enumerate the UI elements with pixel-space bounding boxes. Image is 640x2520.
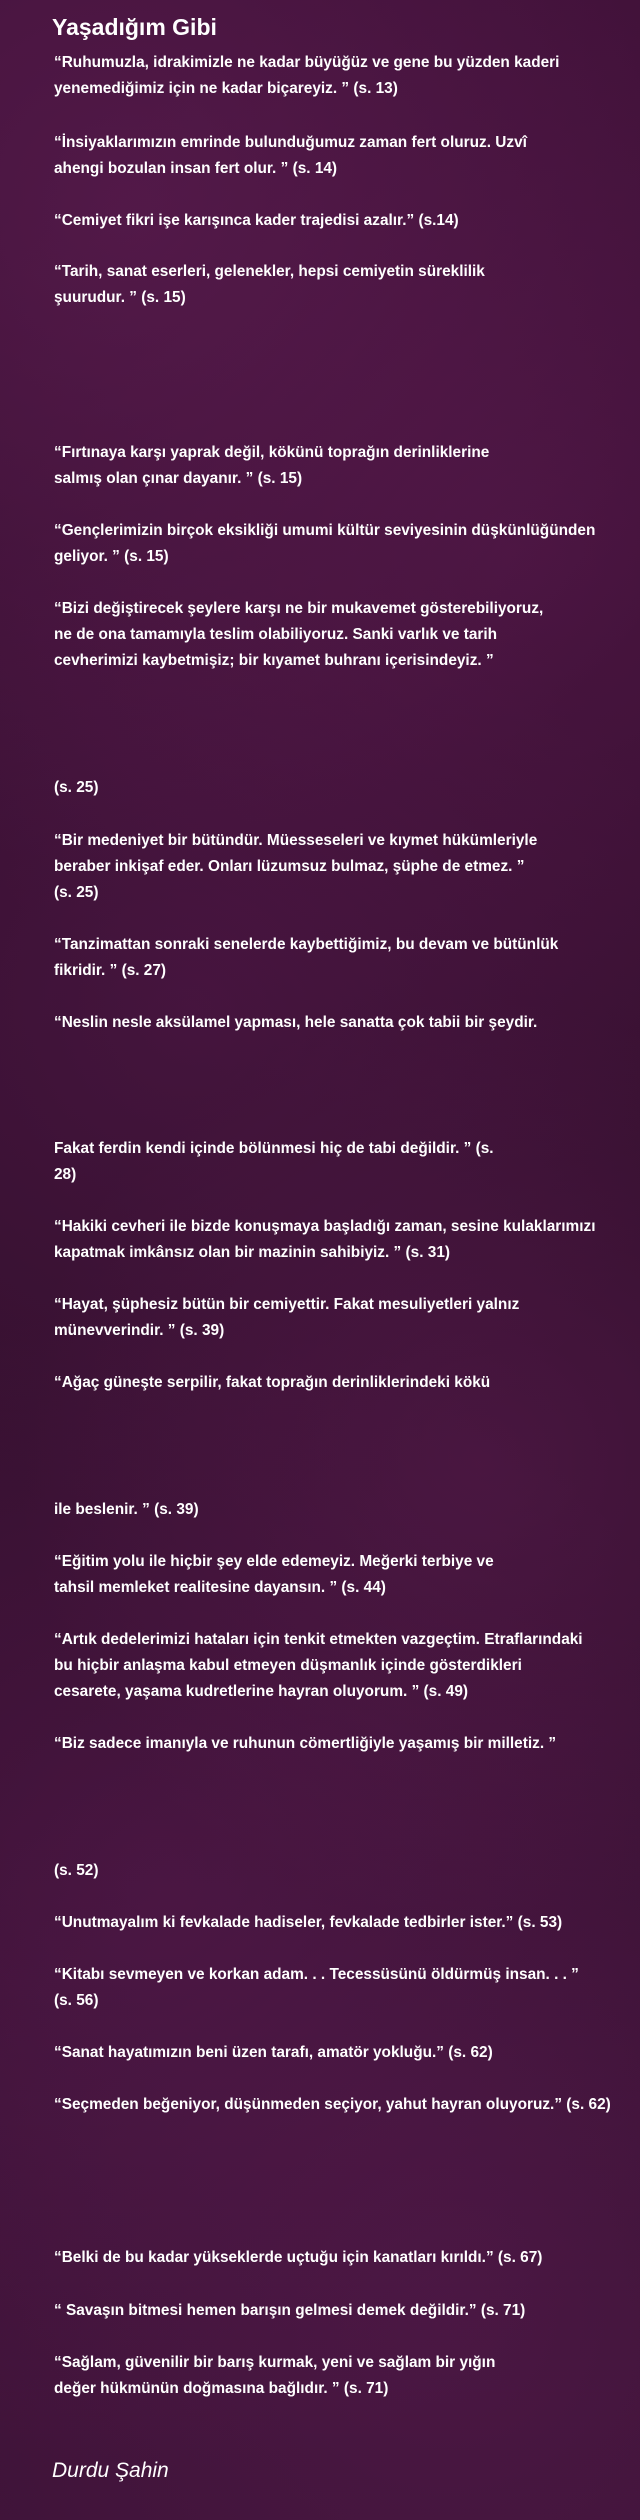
- poem-line: 28): [54, 1166, 77, 1183]
- poem-line: (s. 52): [54, 1862, 99, 1879]
- poem-line: ile beslenir. ” (s. 39): [54, 1501, 199, 1518]
- poem-line: “Cemiyet fikri işe karışınca kader trajedisi azalır.” (s.14): [54, 212, 459, 229]
- poem-line: “Neslin nesle aksülamel yapması, hele sanatta çok tabii bir şeydir.: [54, 1014, 538, 1031]
- poem-line: “Kitabı sevmeyen ve korkan adam. . . Tecessüsünü öldürmüş insan. . . ”: [54, 1966, 579, 1983]
- poem-line: salmış olan çınar dayanır. ” (s. 15): [54, 470, 303, 487]
- poem-line: ahengi bozulan insan fert olur. ” (s. 14): [54, 160, 338, 177]
- poem-line: yenemediğimiz için ne kadar biçareyiz. ” (s. 13): [54, 80, 398, 97]
- page-title: Yaşadığım Gibi: [52, 14, 217, 40]
- poem-line: “Hayat, şüphesiz bütün bir cemiyettir. Fakat mesuliyetleri yalnız: [54, 1296, 520, 1313]
- poem-line: geliyor. ” (s. 15): [54, 548, 169, 565]
- poem-line: fikridir. ” (s. 27): [54, 962, 167, 979]
- poem-line: “Fırtınaya karşı yaprak değil, kökünü toprağın derinliklerine: [54, 444, 490, 461]
- poem-line: “Hakiki cevheri ile bizde konuşmaya başladığı zaman, sesine kulaklarımızı: [54, 1218, 596, 1235]
- poem-line: Fakat ferdin kendi içinde bölünmesi hiç de tabi değildir. ” (s.: [54, 1140, 494, 1157]
- poem-line: “Bir medeniyet bir bütündür. Müesseseleri ve kıymet hükümleriyle: [54, 832, 538, 849]
- poem-line: “Seçmeden beğeniyor, düşünmeden seçiyor, yahut hayran oluyoruz.” (s. 62): [54, 2096, 611, 2113]
- poem-line: değer hükmünün doğmasına bağlıdır. ” (s. 71): [54, 2380, 389, 2397]
- poem-line: “İnsiyaklarımızın emrinde bulunduğumuz zaman fert oluruz. Uzvî: [54, 134, 527, 151]
- poem-line: “Sanat hayatımızın beni üzen tarafı, amatör yokluğu.” (s. 62): [54, 2044, 493, 2061]
- poem-line: “ Savaşın bitmesi hemen barışın gelmesi demek değildir.” (s. 71): [54, 2302, 526, 2319]
- poem-line: “Bizi değiştirecek şeylere karşı ne bir mukavemet gösterebiliyoruz,: [54, 600, 544, 617]
- poem-line: “Ruhumuzla, idrakimizle ne kadar büyüğüz ve gene bu yüzden kaderi: [54, 54, 560, 71]
- poem-line: kapatmak imkânsız olan bir mazinin sahibiyiz. ” (s. 31): [54, 1244, 451, 1261]
- poem-line: cevherimizi kaybetmişiz; bir kıyamet buhranı içerisindeyiz. ”: [54, 652, 494, 669]
- poem-line: “Belki de bu kadar yükseklerde uçtuğu için kanatları kırıldı.” (s. 67): [54, 2249, 543, 2266]
- poem-line: “Ağaç güneşte serpilir, fakat toprağın derinliklerindeki kökü: [54, 1374, 491, 1391]
- poem-line: “Gençlerimizin birçok eksikliği umumi kültür seviyesinin düşkünlüğünden: [54, 522, 596, 539]
- poem-line: ne de ona tamamıyla teslim olabiliyoruz. Sanki varlık ve tarih: [54, 626, 498, 643]
- poem-line: cesarete, yaşama kudretlerine hayran oluyorum. ” (s. 49): [54, 1683, 469, 1700]
- poem-line: “Tarih, sanat eserleri, gelenekler, hepsi cemiyetin süreklilik: [54, 263, 485, 280]
- poem-line: (s. 25): [54, 884, 99, 901]
- poem-line: beraber inkişaf eder. Onları lüzumsuz bulmaz, şüphe de etmez. ”: [54, 858, 525, 875]
- poem-line: bu hiçbir anlaşma kabul etmeyen düşmanlık içinde gösterdikleri: [54, 1657, 522, 1674]
- poem-line: şuurudur. ” (s. 15): [54, 289, 186, 306]
- poem-line: “Sağlam, güvenilir bir barış kurmak, yeni ve sağlam bir yığın: [54, 2354, 496, 2371]
- poem-line: “Tanzimattan sonraki senelerde kaybettiğimiz, bu devam ve bütünlük: [54, 936, 559, 953]
- poem-line: “Eğitim yolu ile hiçbir şey elde edemeyiz. Meğerki terbiye ve: [54, 1553, 494, 1570]
- poem-line: (s. 25): [54, 779, 99, 796]
- poem-line: münevverindir. ” (s. 39): [54, 1322, 225, 1339]
- poem-line: (s. 56): [54, 1992, 99, 2009]
- poem-line: “Unutmayalım ki fevkalade hadiseler, fevkalade tedbirler ister.” (s. 53): [54, 1914, 563, 1931]
- author-name: Durdu Şahin: [52, 2459, 169, 2482]
- poem-line: tahsil memleket realitesine dayansın. ” (s. 44): [54, 1579, 386, 1596]
- poem-line: “Biz sadece imanıyla ve ruhunun cömertliğiyle yaşamış bir milletiz. ”: [54, 1735, 557, 1752]
- poem-line: “Artık dedelerimizi hataları için tenkit etmekten vazgeçtim. Etraflarındaki: [54, 1631, 583, 1648]
